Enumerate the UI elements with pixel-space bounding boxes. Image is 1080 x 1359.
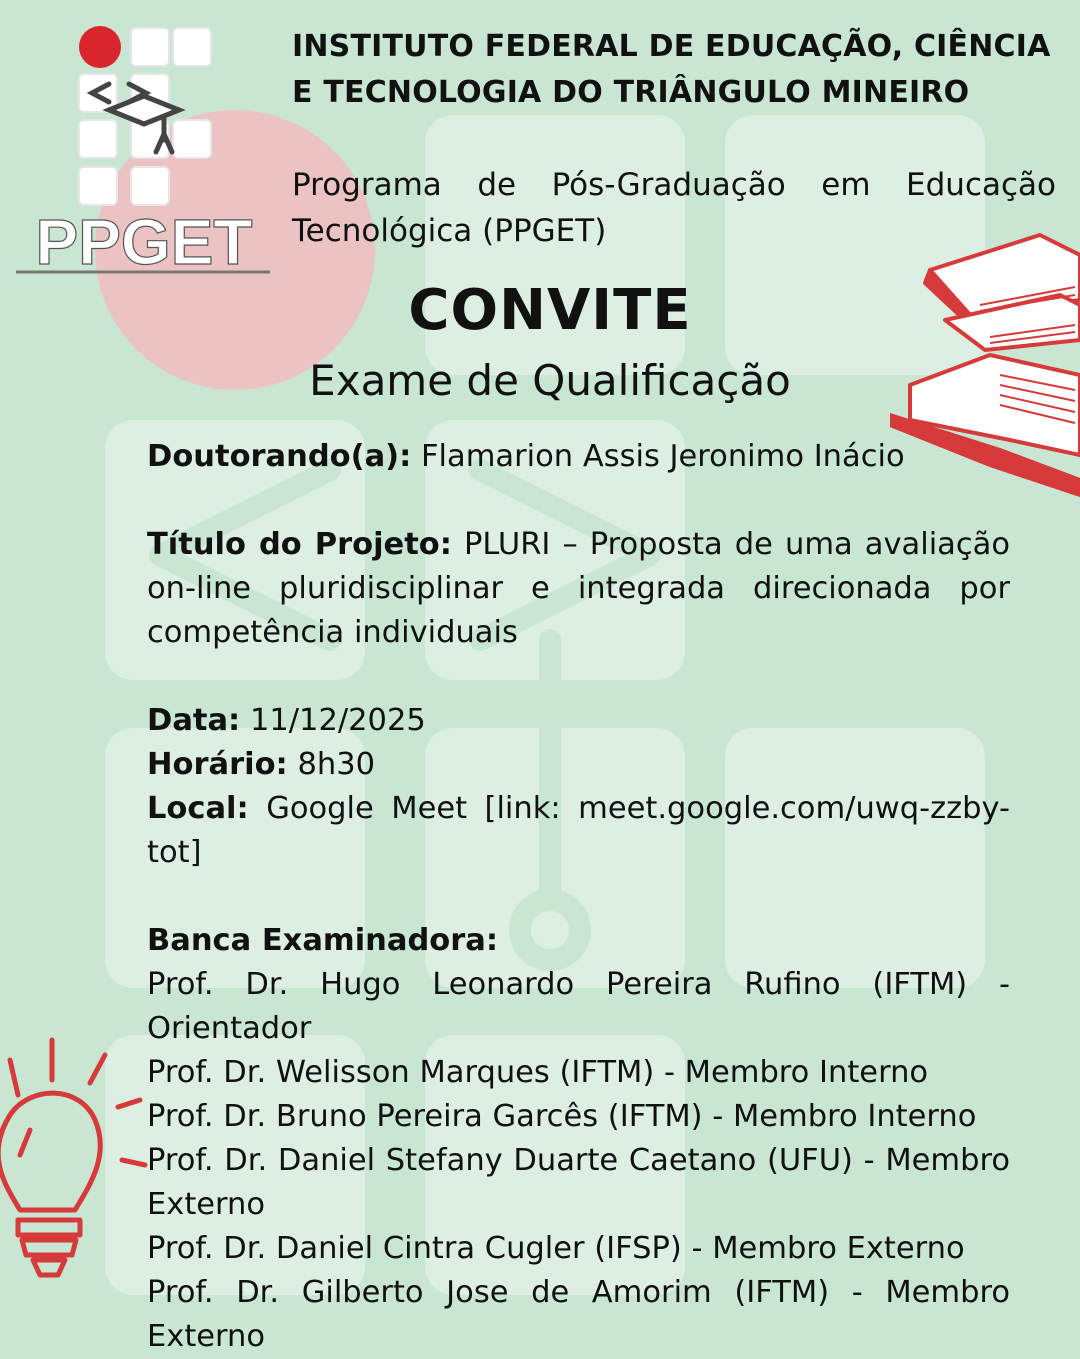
- project-label: Título do Projeto:: [147, 527, 452, 562]
- project-line: [147, 523, 1010, 655]
- committee-member: Prof. Dr. Gilberto Jose de Amorim (IFTM) - Membro Externo: [147, 1275, 1010, 1354]
- invitation-details: [147, 435, 1010, 1359]
- committee-heading: [147, 919, 1010, 963]
- candidate-label: Doutorando(a):: [147, 439, 412, 474]
- location-value: Google Meet [link: meet.google.com/uwq-zzby-tot]: [147, 791, 1010, 870]
- ppget-logo-icon: [14, 22, 274, 278]
- location-label: Local:: [147, 791, 249, 826]
- program-name: Programa de Pós-Graduação em Educação Tecnológica (PPGET): [292, 167, 1056, 249]
- time-line: [147, 743, 1010, 787]
- page-subtitle: Exame de Qualificação: [309, 356, 791, 405]
- date-value: 11/12/2025: [249, 703, 426, 738]
- page-title: CONVITE: [408, 278, 692, 343]
- committee-member: Prof. Dr. Bruno Pereira Garcês (IFTM) - Membro Interno: [147, 1099, 977, 1134]
- time-label: Horário:: [147, 747, 288, 782]
- project-value: PLURI – Proposta de uma avaliação on-line pluridisciplinar e integrada direcionada por competência individuais: [147, 527, 1010, 650]
- candidate-value: Flamarion Assis Jeronimo Inácio: [421, 439, 905, 474]
- institute-title: INSTITUTO FEDERAL DE EDUCAÇÃO, CIÊNCIA E TECNOLOGIA DO TRIÂNGULO MINEIRO: [292, 29, 1051, 110]
- candidate-line: [147, 435, 1010, 479]
- committee-heading-label: Banca Examinadora:: [147, 923, 499, 958]
- time-value: 8h30: [297, 747, 375, 782]
- date-line: [147, 699, 1010, 743]
- committee-member: Prof. Dr. Hugo Leonardo Pereira Rufino (IFTM) - Orientador: [147, 967, 1010, 1046]
- committee-member: Prof. Dr. Daniel Stefany Duarte Caetano (UFU) - Membro Externo: [147, 1143, 1010, 1222]
- lightbulb-icon: [0, 1035, 150, 1285]
- location-line: [147, 787, 1010, 875]
- date-label: Data:: [147, 703, 241, 738]
- committee-member: Prof. Dr. Welisson Marques (IFTM) - Membro Interno: [147, 1055, 929, 1090]
- logo-text: PPGET: [35, 206, 253, 278]
- committee-member: Prof. Dr. Daniel Cintra Cugler (IFSP) - Membro Externo: [147, 1231, 965, 1266]
